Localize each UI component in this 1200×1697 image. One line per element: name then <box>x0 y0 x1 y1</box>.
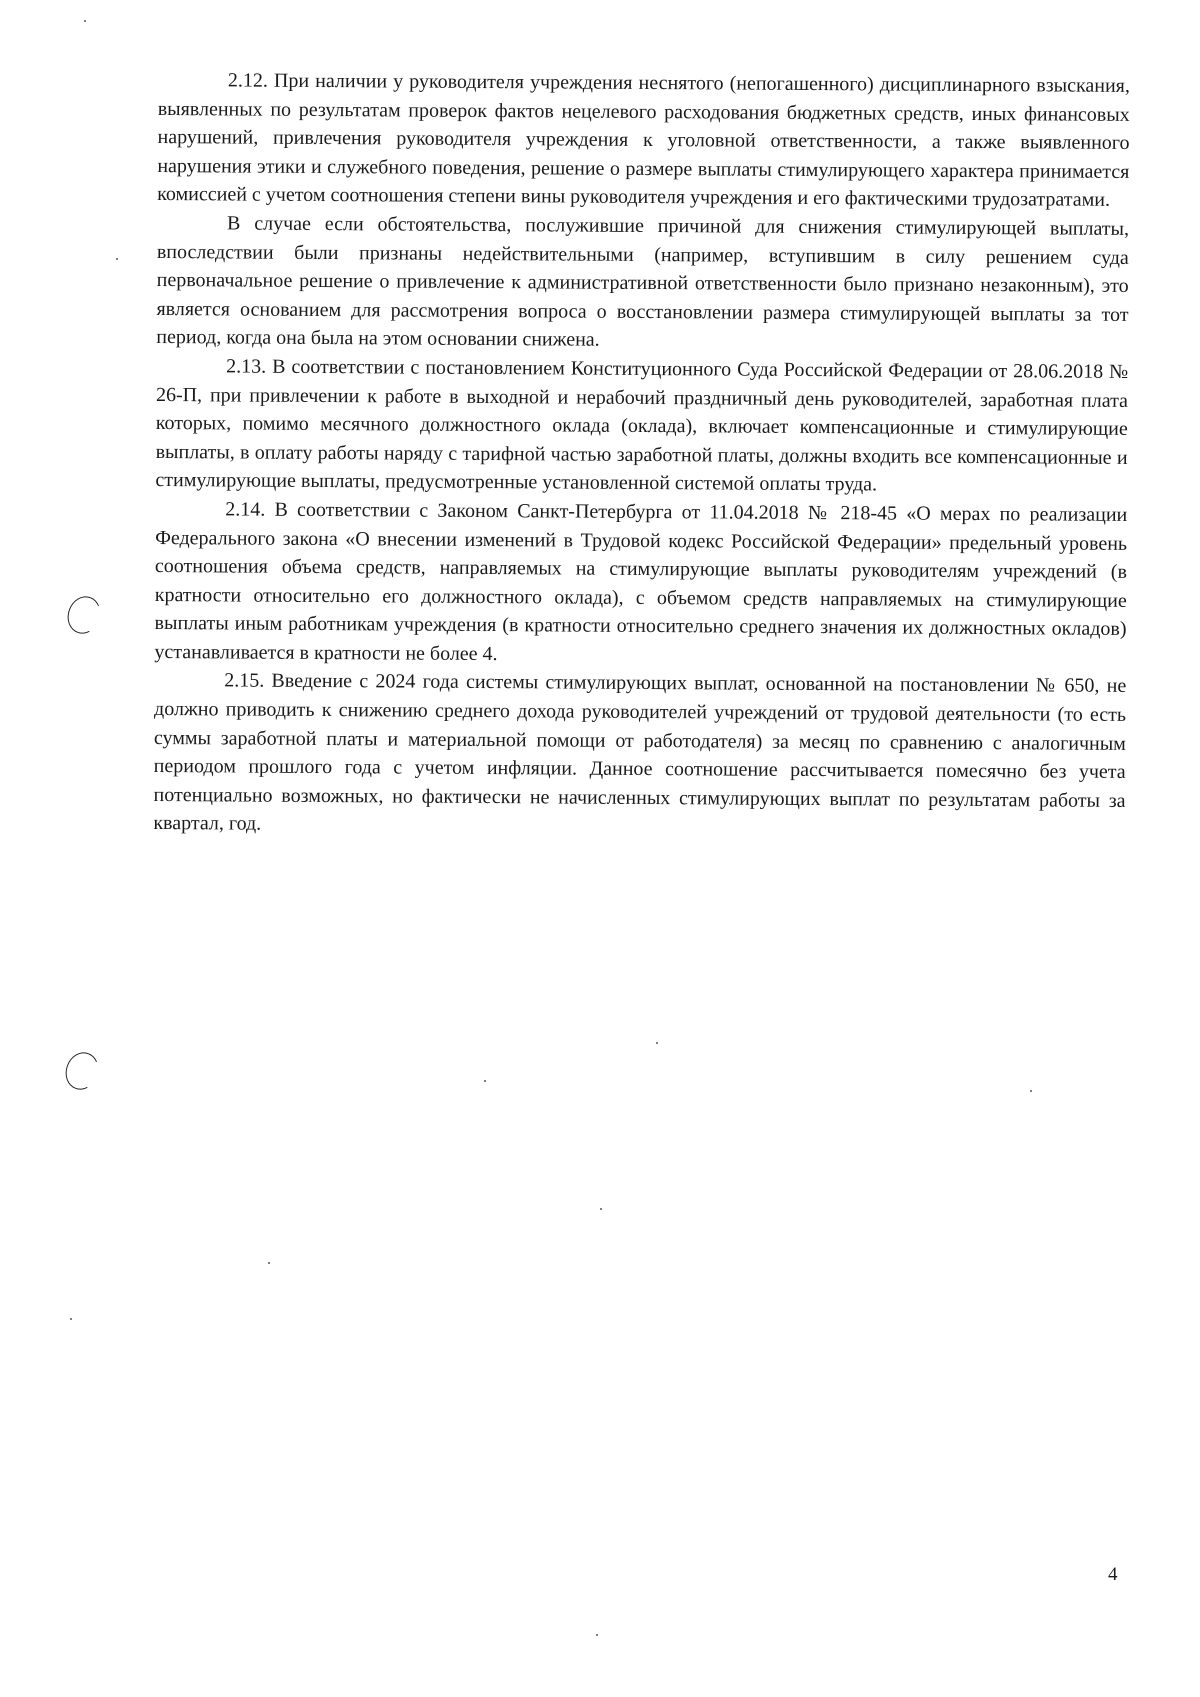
paragraph-2-13: 2.13. В соответствии с постановлением Конституционного Суда Российской Федерации от 28.06.2018 № 26-П, при привлечении к работе в выходной и нерабочий праздничный день руководителей, заработная плата которых, помимо месячного должностного оклада (оклада), включает компенсационные и стимулирующие выплаты, в оплату работы наряду с тарифной частью заработной платы, должны входить все компенсационные и стимулирующие выплаты, предусмотренные установленной системой оплаты труда. <box>155 355 1129 496</box>
scan-speck <box>268 1262 270 1264</box>
paragraph-2-12-continuation: В случае если обстоятельства, послужившие причиной для снижения стимулирующей выплаты, впоследствии были признаны недействительными (например, вступившим в силу решением суда первоначальное решение о привлечение к административной ответственности было признано незаконным), это является основанием для рассмотрения вопроса о восстановлении размера стимулирующей выплаты за тот период, когда она была на этом основании снижена. <box>156 212 1130 352</box>
page-number: 4 <box>1108 1564 1118 1585</box>
paragraph-2-12: 2.12. При наличии у руководителя учреждения неснятого (непогашенного) дисциплинарного взыскания, выявленных по результатам проверок фактов нецелевого расходования бюджетных средств, иных финансовых нарушений, привлечения руководителя учреждения к уголовной ответственности, а также выявленного нарушения этики и служебного поведения, решение о размере выплаты стимулирующего характера принимается комиссией с учетом соотношения степени вины руководителя учреждения и его фактическими трудозатратами. <box>157 69 1130 212</box>
scan-speck <box>116 258 118 260</box>
document-body <box>153 66 1130 844</box>
punch-hole-mark <box>60 1048 103 1095</box>
scan-speck <box>656 1042 658 1044</box>
scan-speck <box>484 1080 486 1082</box>
scan-speck <box>70 1318 72 1320</box>
paragraph-2-15: 2.15. Введение с 2024 года системы стимулирующих выплат, основанной на постановлении № 650, не должно приводить к снижению среднего дохода руководителей учреждений от трудовой деятельности (то есть суммы заработной платы и материальной помощи от работодателя) за месяц по сравнению с аналогичным периодом прошлого года с учетом инфляции. Данное соотношение рассчитывается помесячно без учета потенциально возможных, но фактически не начисленных стимулирующих выплат по результатам работы за квартал, год. <box>153 669 1127 836</box>
scan-speck <box>596 1634 598 1636</box>
scan-speck <box>84 20 86 22</box>
punch-hole-mark <box>62 592 105 639</box>
paragraph-2-14: 2.14. В соответствии с Законом Санкт-Петербурга от 11.04.2018 № 218-45 «О мерах по реализации Федерального закона «О внесении изменений в Трудовой кодекс Российской Федерации» предельный уровень соотношения объема средств, направляемых на стимулирующие выплаты руководителям учреждений (в кратности относительно его должностного оклада), с объемом средств направляемых на стимулирующие выплаты иным работникам учреждения (в кратности относительно среднего значения их должностных окладов) устанавливается в кратности не более 4. <box>154 498 1128 665</box>
scan-speck <box>1030 1090 1032 1092</box>
scan-speck <box>600 1208 602 1210</box>
